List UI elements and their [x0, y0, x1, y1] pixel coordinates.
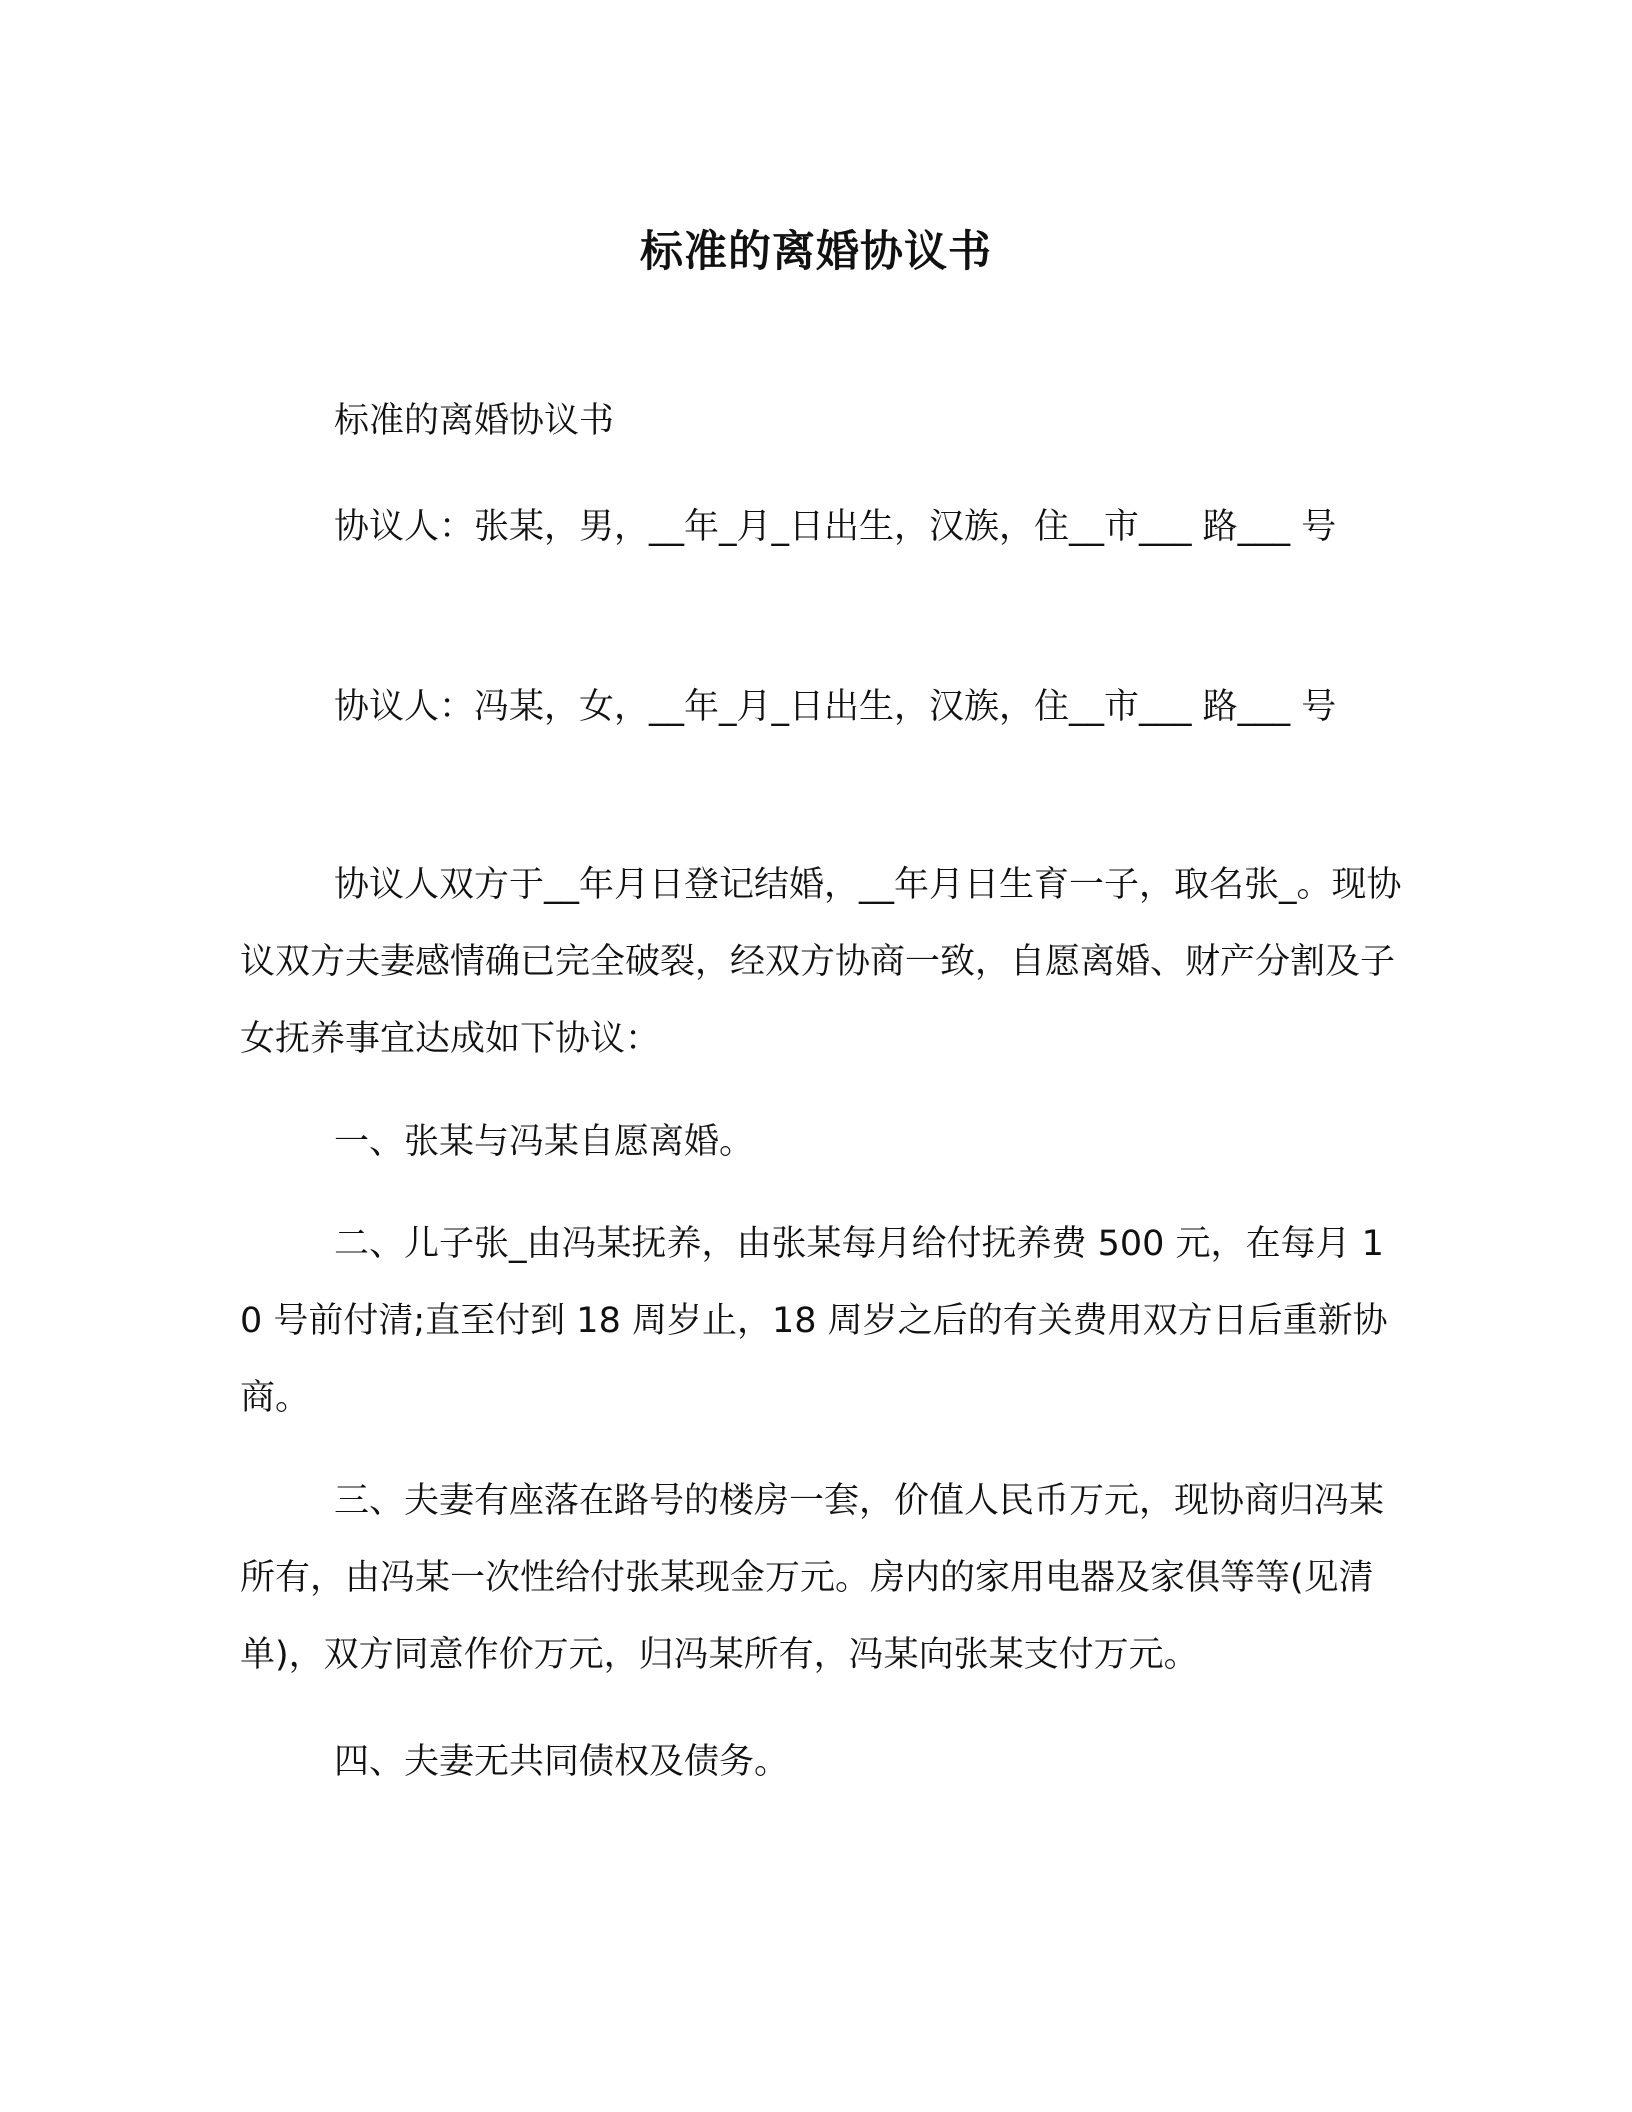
- paragraph-clause-4: 四、夫妻无共同债权及债务。: [334, 1742, 790, 1782]
- paragraph-party-zhang: 协议人：张某，男，__年_月_日出生，汉族，住__市___ 路___ 号: [334, 507, 1337, 547]
- paragraph-preamble: 协议人双方于__年月日登记结婚，__年月日生育一子，取名张_。现协议双方夫妻感情确已完全破裂，经双方协商一致，自愿离婚、财产分割及子女抚养事宜达成如下协议：: [240, 865, 1402, 1059]
- paragraph-party-feng: 协议人：冯某，女，__年_月_日出生，汉族，住__市___ 路___ 号: [334, 687, 1337, 727]
- paragraph-heading: 标准的离婚协议书: [334, 401, 615, 441]
- paragraph-clause-1: 一、张某与冯某自愿离婚。: [334, 1122, 755, 1162]
- paragraph-clause-2: 二、儿子张_由冯某抚养，由张某每月给付抚养费 500 元，在每月 10 号前付清;直至付到 18 周岁止，18 周岁之后的有关费用双方日后重新协商。: [240, 1224, 1388, 1418]
- paragraph-clause-3: 三、夫妻有座落在路号的楼房一套，价值人民币万元，现协商归冯某所有，由冯某一次性给付张某现金万元。房内的家用电器及家俱等等(见清单)，双方同意作价万元，归冯某所有，冯某向张某支付万元。: [240, 1481, 1385, 1675]
- document-title: 标准的离婚协议书: [640, 227, 992, 277]
